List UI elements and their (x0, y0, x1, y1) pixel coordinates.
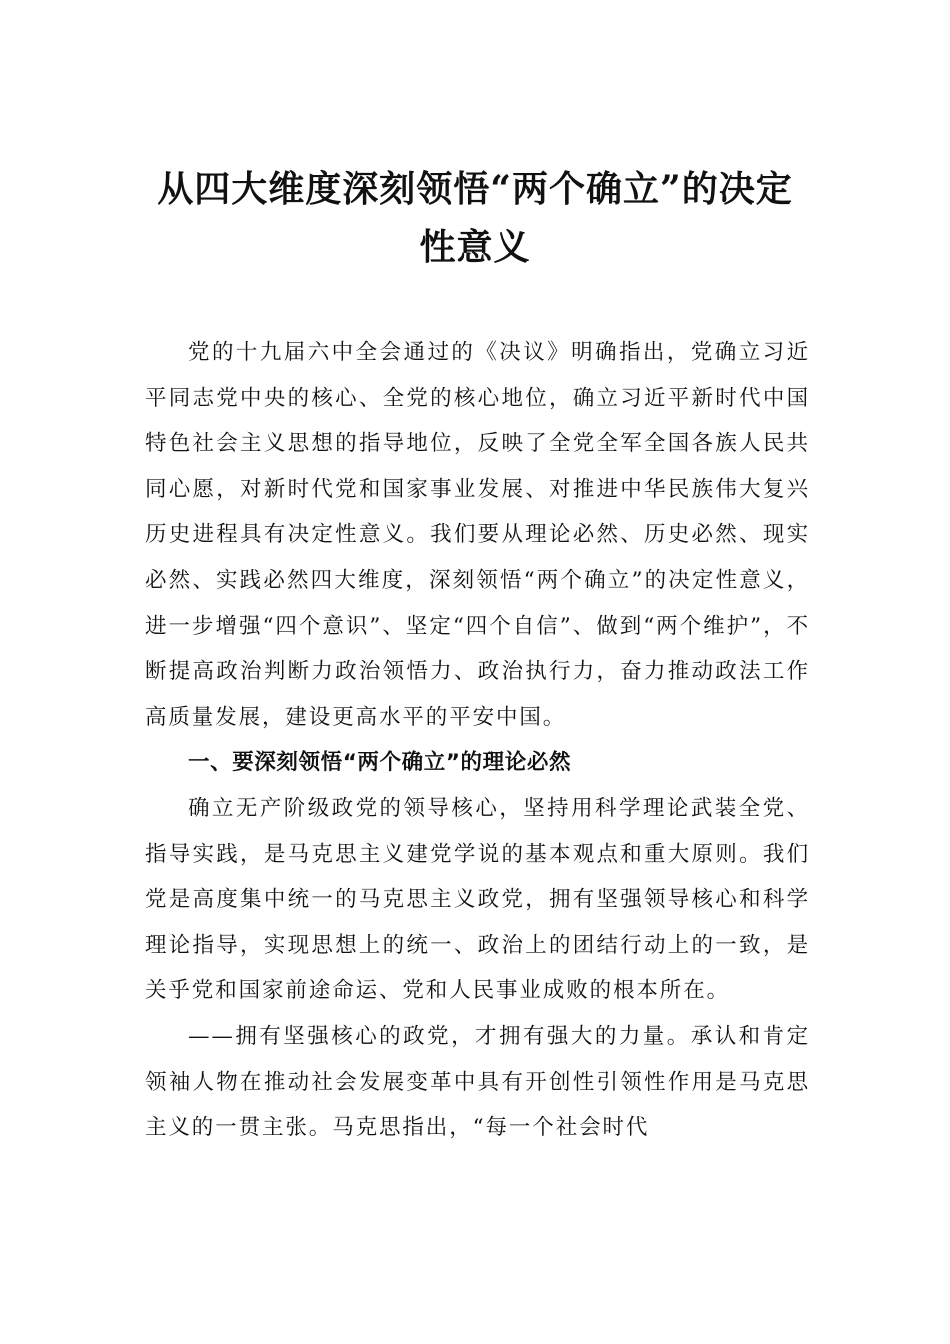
section-heading: 一、要深刻领悟“两个确立”的理论必然 (188, 750, 572, 776)
body-paragraph: 确立无产阶级政党的领导核心，坚持用科学理论武装全党、指导实践，是马克思主义建党学说的基本观点和重大原则。我们党是高度集中统一的马克思主义政党，拥有坚强领导核心和科学理论指导，实现思想上的统一、政治上的团结行动上的一致，是关乎党和国家前途命运、党和人民事业成败的根本所在。 (145, 795, 810, 1004)
intro-paragraph: 党的十九届六中全会通过的《决议》明确指出，党确立习近平同志党中央的核心、全党的核心地位，确立习近平新时代中国特色社会主义思想的指导地位，反映了全党全军全国各族人民共同心愿，对新时代党和国家事业发展、对推进中华民族伟大复兴历史进程具有决定性意义。我们要从理论必然、历史必然、现实必然、实践必然四大维度，深刻领悟“两个确立”的决定性意义，进一步增强“四个意识”、坚定“四个自信”、做到“两个维护”，不断提高政治判断力政治领悟力、政治执行力，奋力推动政法工作高质量发展，建设更高水平的平安中国。 (145, 340, 810, 730)
document-body (145, 330, 810, 1151)
body-paragraph: ——拥有坚强核心的政党，才拥有强大的力量。承认和肯定领袖人物在推动社会发展变革中具有开创性引领性作用是马克思主义的一贯主张。马克思指出，“每一个社会时代 (145, 1023, 810, 1141)
document-title: 从四大维度深刻领悟“两个确立”的决定性意义 (157, 168, 793, 268)
